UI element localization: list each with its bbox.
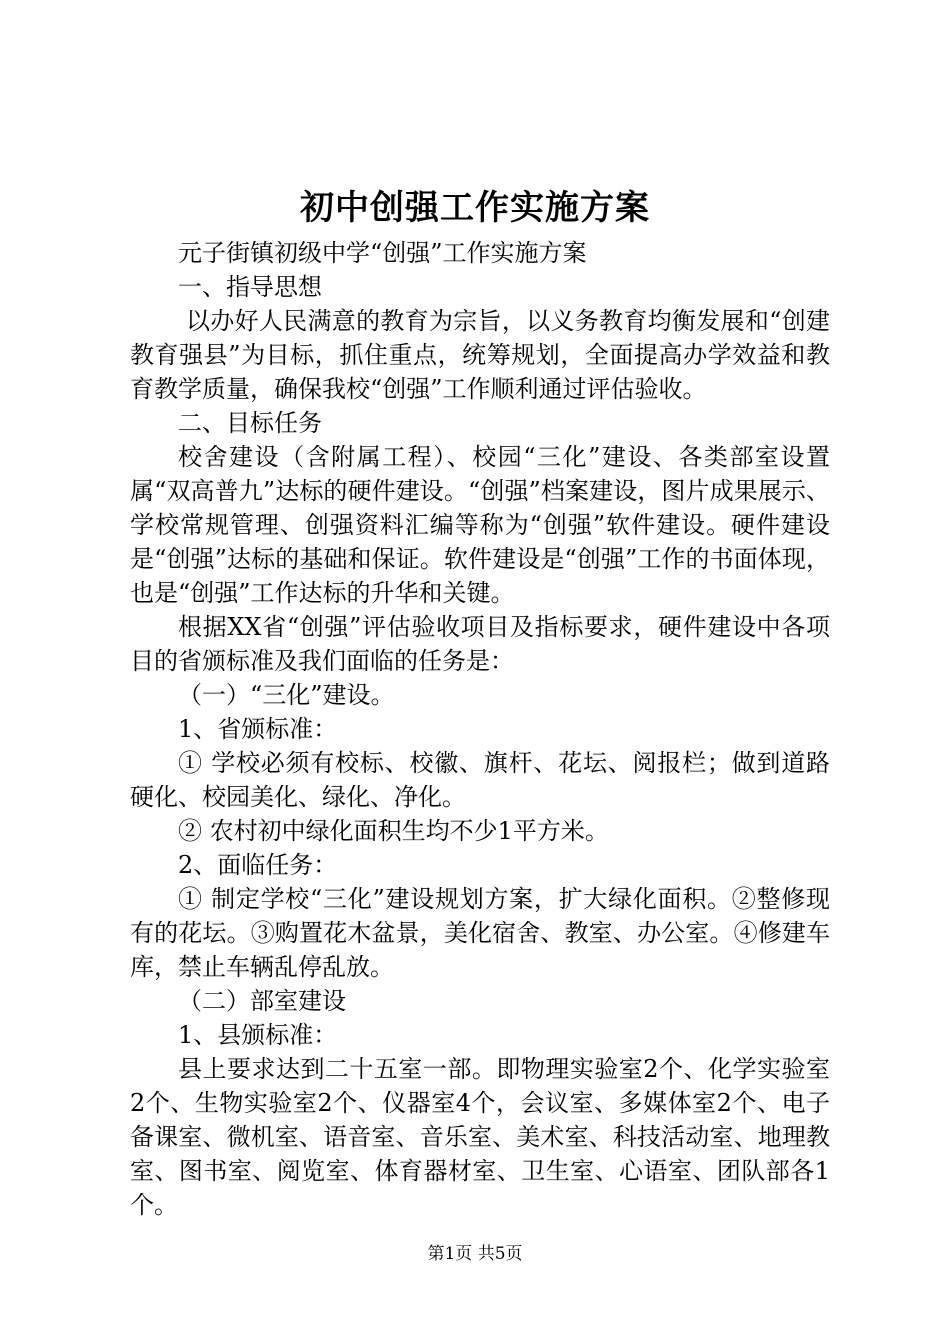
subsection-heading: （二）部室建设: [178, 987, 346, 1015]
document-title: 初中创强工作实施方案: [300, 188, 650, 228]
body-paragraph: 根据XX省“创强”评估验收项目及指标要求，硬件建设中各项目的省颁标准及我们面临的任务是：: [130, 613, 830, 675]
subtitle-paragraph: 元子街镇初级中学“创强”工作实施方案: [178, 239, 587, 267]
list-item: ① 制定学校“三化”建设规划方案，扩大绿化面积。②整修现有的花坛。③购置花木盆景，美化宿舍、教室、办公室。④修建车库，禁止车辆乱停乱放。: [130, 885, 830, 981]
list-heading: 1、省颁标准：: [178, 715, 338, 743]
body-paragraph: 校舍建设（含附属工程）、校园“三化”建设、各类部室设置属“双高普九”达标的硬件建设。“创强”档案建设，图片成果展示、学校常规管理、创强资料汇编等称为“创强”软件建设。硬件建设是“创强”达标的基础和保证。软件建设是“创强”工作的书面体现，也是“创强”工作达标的升华和关键。: [130, 443, 830, 607]
subsection-heading: （一）“三化”建设。: [178, 681, 395, 709]
body-paragraph: 以办好人民满意的教育为宗旨，以义务教育均衡发展和“创建教育强县”为目标，抓住重点，统筹规划，全面提高办学效益和教育教学质量，确保我校“创强”工作顺利通过评估验收。: [130, 307, 830, 403]
page-footer: 第1页 共5页: [427, 1244, 523, 1264]
list-heading: 2、面临任务：: [178, 851, 338, 879]
document-body: [130, 236, 830, 1222]
list-item: ① 学校必须有校标、校徽、旗杆、花坛、阅报栏；做到道路硬化、校园美化、绿化、净化。: [130, 749, 830, 811]
body-paragraph: 县上要求达到二十五室一部。即物理实验室2个、化学实验室2个、生物实验室2个、仪器室4个，会议室、多媒体室2个、电子备课室、微机室、语音室、音乐室、美术室、科技活动室、地理教室、图书室、阅览室、体育器材室、卫生室、心语室、团队部各1个。: [130, 1055, 830, 1219]
list-heading: 1、县颁标准：: [178, 1021, 338, 1049]
section-heading-goals-tasks: 二、目标任务: [178, 409, 322, 437]
list-item: ② 农村初中绿化面积生均不少1平方米。: [178, 817, 609, 845]
section-heading-guiding-ideology: 一、指导思想: [178, 273, 322, 301]
